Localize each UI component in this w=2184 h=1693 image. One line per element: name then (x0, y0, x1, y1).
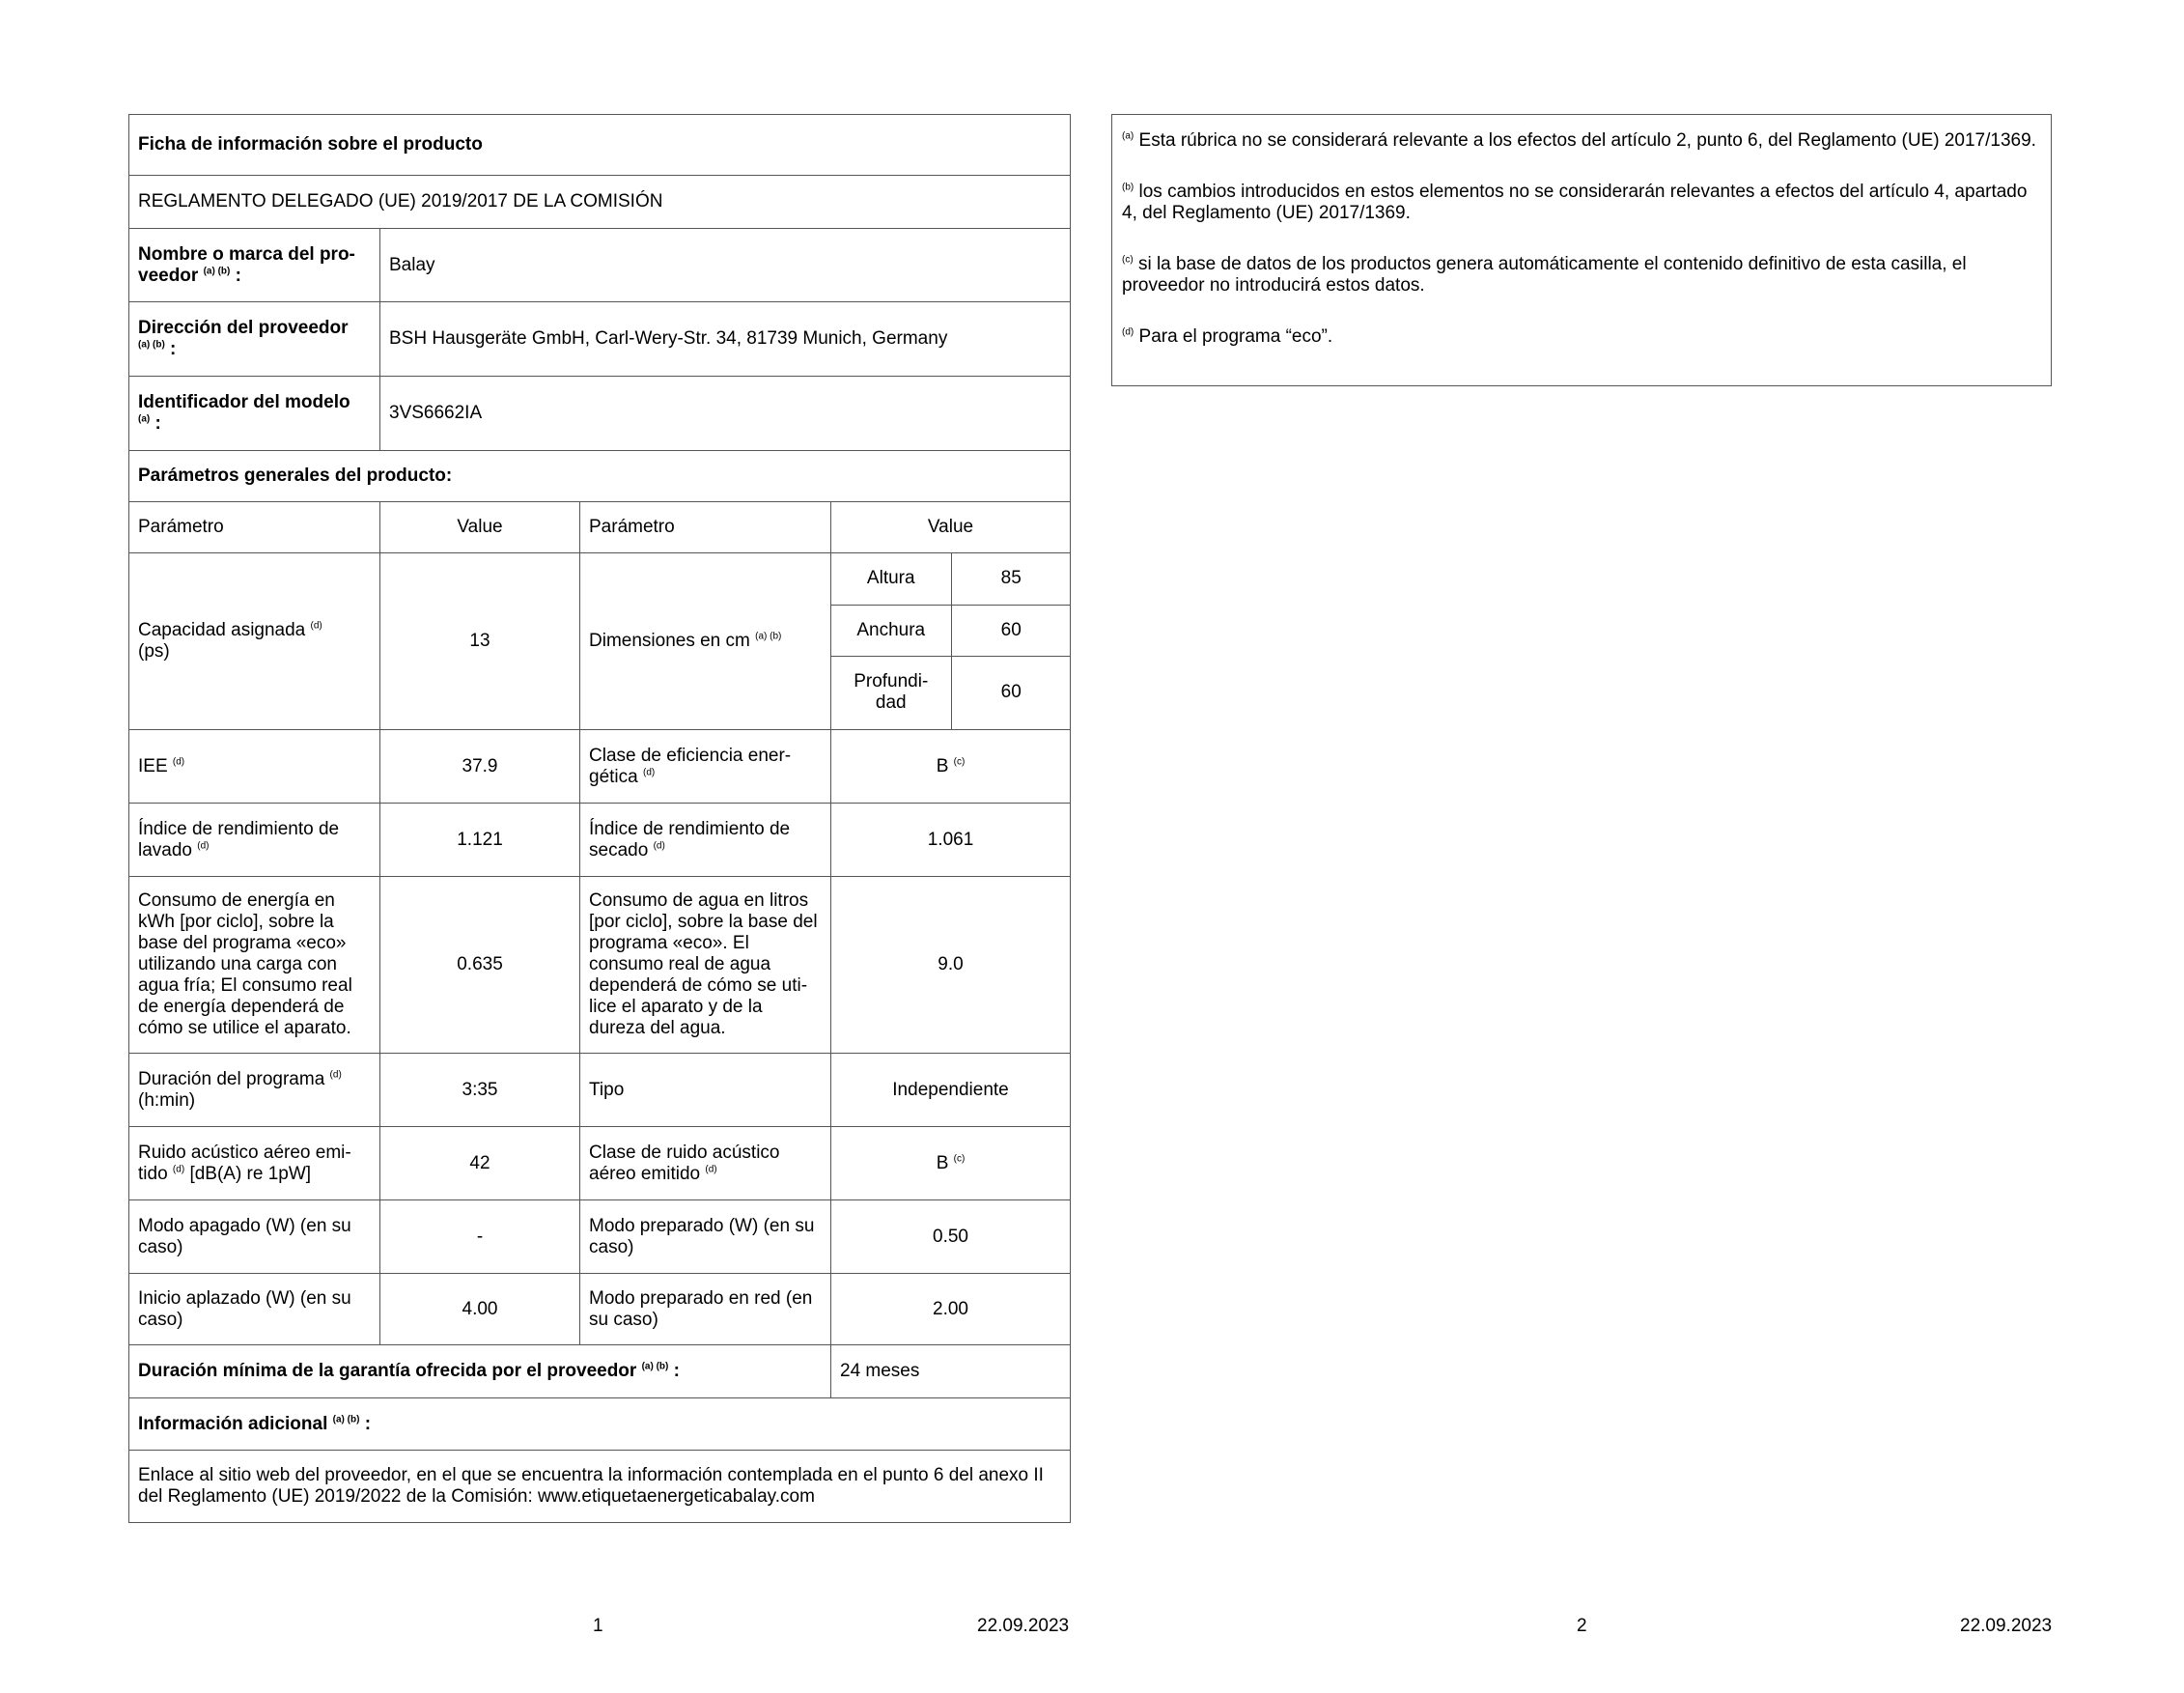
type-value: Independiente (831, 1054, 1071, 1127)
networked-standby-label: Modo preparado en red (en su caso) (580, 1274, 831, 1345)
sheet-title: Ficha de información sobre el producto (129, 115, 1071, 176)
supplier-website-info: Enlace al sitio web del proveedor, en el que se encuentra la información contemplada en el punto 6 del anexo II del Reglamento (UE) 2019/2022 de la Comisión: www.etiquetaenergeticabalay.com (129, 1451, 1071, 1523)
wash-index-value: 1.121 (380, 804, 580, 877)
noise-value: 42 (380, 1127, 580, 1200)
footnote-a: $^{(a)}$ Esta rúbrica no se considerará relevante a los efectos del artículo 2, punto 6, del Reglamento (UE) 2017/1369. (1122, 130, 2036, 151)
energy-class-value: B $^{(c)}$ (831, 730, 1071, 804)
iee-label: IEE $^{(d)}$ (129, 730, 380, 804)
delay-start-value: 4.00 (380, 1274, 580, 1345)
product-table (128, 114, 1071, 1523)
supplier-name-value: Balay (380, 229, 1071, 302)
height-label: Altura (831, 553, 951, 605)
standby-value: 0.50 (831, 1200, 1071, 1274)
duration-label: Duración del programa $^{(d)}$ (h:min) (129, 1054, 380, 1127)
energy-consumption-value: 0.635 (380, 877, 580, 1054)
noise-label: Ruido acústico aéreo emi-tido $^{(d)}$ [dB(A) re 1pW] (129, 1127, 380, 1200)
capacity-label: Capacidad asignada $^{(d)}$ (ps) (129, 553, 380, 730)
date-1: 22.09.2023 (977, 1616, 1070, 1636)
warranty-label: Duración mínima de la garantía ofrecida por el proveedor $^{(a) (b)}$ : (129, 1345, 831, 1398)
width-value: 60 (951, 605, 1071, 656)
product-information-sheet (128, 114, 1070, 1523)
width-label: Anchura (831, 605, 951, 656)
dry-index-value: 1.061 (831, 804, 1071, 877)
supplier-address-label: Dirección del proveedor $^{(a) (b)}$ : (129, 302, 380, 377)
model-identifier-value: 3VS6662IA (380, 377, 1071, 451)
off-mode-value: - (380, 1200, 580, 1274)
page-number-1: 1 (593, 1616, 603, 1636)
water-consumption-value: 9.0 (831, 877, 1071, 1054)
energy-class-label: Clase de eficiencia ener-gética $^{(d)}$ (580, 730, 831, 804)
supplier-address-value: BSH Hausgeräte GmbH, Carl-Wery-Str. 34, 81739 Munich, Germany (380, 302, 1071, 377)
header-parameter-1: Parámetro (129, 502, 380, 553)
wash-index-label: Índice de rendimiento de lavado $^{(d)}$ (129, 804, 380, 877)
iee-value: 37.9 (380, 730, 580, 804)
standby-label: Modo preparado (W) (en su caso) (580, 1200, 831, 1274)
height-value: 85 (951, 553, 1071, 605)
footnote-d: $^{(d)}$ Para el programa “eco”. (1122, 326, 1333, 347)
warranty-value: 24 meses (831, 1345, 1071, 1398)
networked-standby-value: 2.00 (831, 1274, 1071, 1345)
regulation-title: REGLAMENTO DELEGADO (UE) 2019/2017 DE LA COMISIÓN (129, 176, 1071, 229)
dimensions-label: Dimensiones en cm $^{(a) (b)}$ (580, 553, 831, 730)
noise-class-label: Clase de ruido acústico aéreo emitido $^{(d)}$ (580, 1127, 831, 1200)
supplier-name-label: Nombre o marca del pro-veedor $^{(a) (b)}$ : (129, 229, 380, 302)
noise-class-value: B $^{(c)}$ (831, 1127, 1071, 1200)
type-label: Tipo (580, 1054, 831, 1127)
delay-start-label: Inicio aplazado (W) (en su caso) (129, 1274, 380, 1345)
footnotes-panel (1111, 114, 2052, 386)
dry-index-label: Índice de rendimiento de secado $^{(d)}$ (580, 804, 831, 877)
depth-label: Profundi-dad (831, 656, 951, 729)
dimensions-values (831, 553, 1071, 730)
energy-consumption-label: Consumo de energía en kWh [por ciclo], sobre la base del programa «eco» utilizando una carga con agua fría; El consumo real de energía dependerá de cómo se utilice el aparato. (129, 877, 380, 1054)
page-number-2: 2 (1577, 1616, 1587, 1636)
duration-value: 3:35 (380, 1054, 580, 1127)
water-consumption-label: Consumo de agua en litros [por ciclo], sobre la base del programa «eco». El consumo real de agua dependerá de cómo se uti-lice el aparato y de la dureza del agua. (580, 877, 831, 1054)
header-value-2: Value (831, 502, 1071, 553)
off-mode-label: Modo apagado (W) (en su caso) (129, 1200, 380, 1274)
general-params-heading: Parámetros generales del producto: (129, 451, 1071, 502)
capacity-value: 13 (380, 553, 580, 730)
model-identifier-label: Identificador del modelo $^{(a)}$ : (129, 377, 380, 451)
footnote-b: $^{(b)}$ los cambios introducidos en estos elementos no se considerarán relevantes a efectos del artículo 4, apartado 4, del Reglamento (UE) 2017/1369. (1122, 182, 2028, 223)
depth-value: 60 (951, 656, 1071, 729)
footnote-c: $^{(c)}$ si la base de datos de los productos genera automáticamente el contenido definitivo de esta casilla, el proveedor no introducirá estos datos. (1122, 254, 1967, 296)
header-parameter-2: Parámetro (580, 502, 831, 553)
additional-info-label: Información adicional $^{(a) (b)}$ : (129, 1398, 1071, 1451)
date-2: 22.09.2023 (1960, 1616, 2053, 1636)
header-value-1: Value (380, 502, 580, 553)
